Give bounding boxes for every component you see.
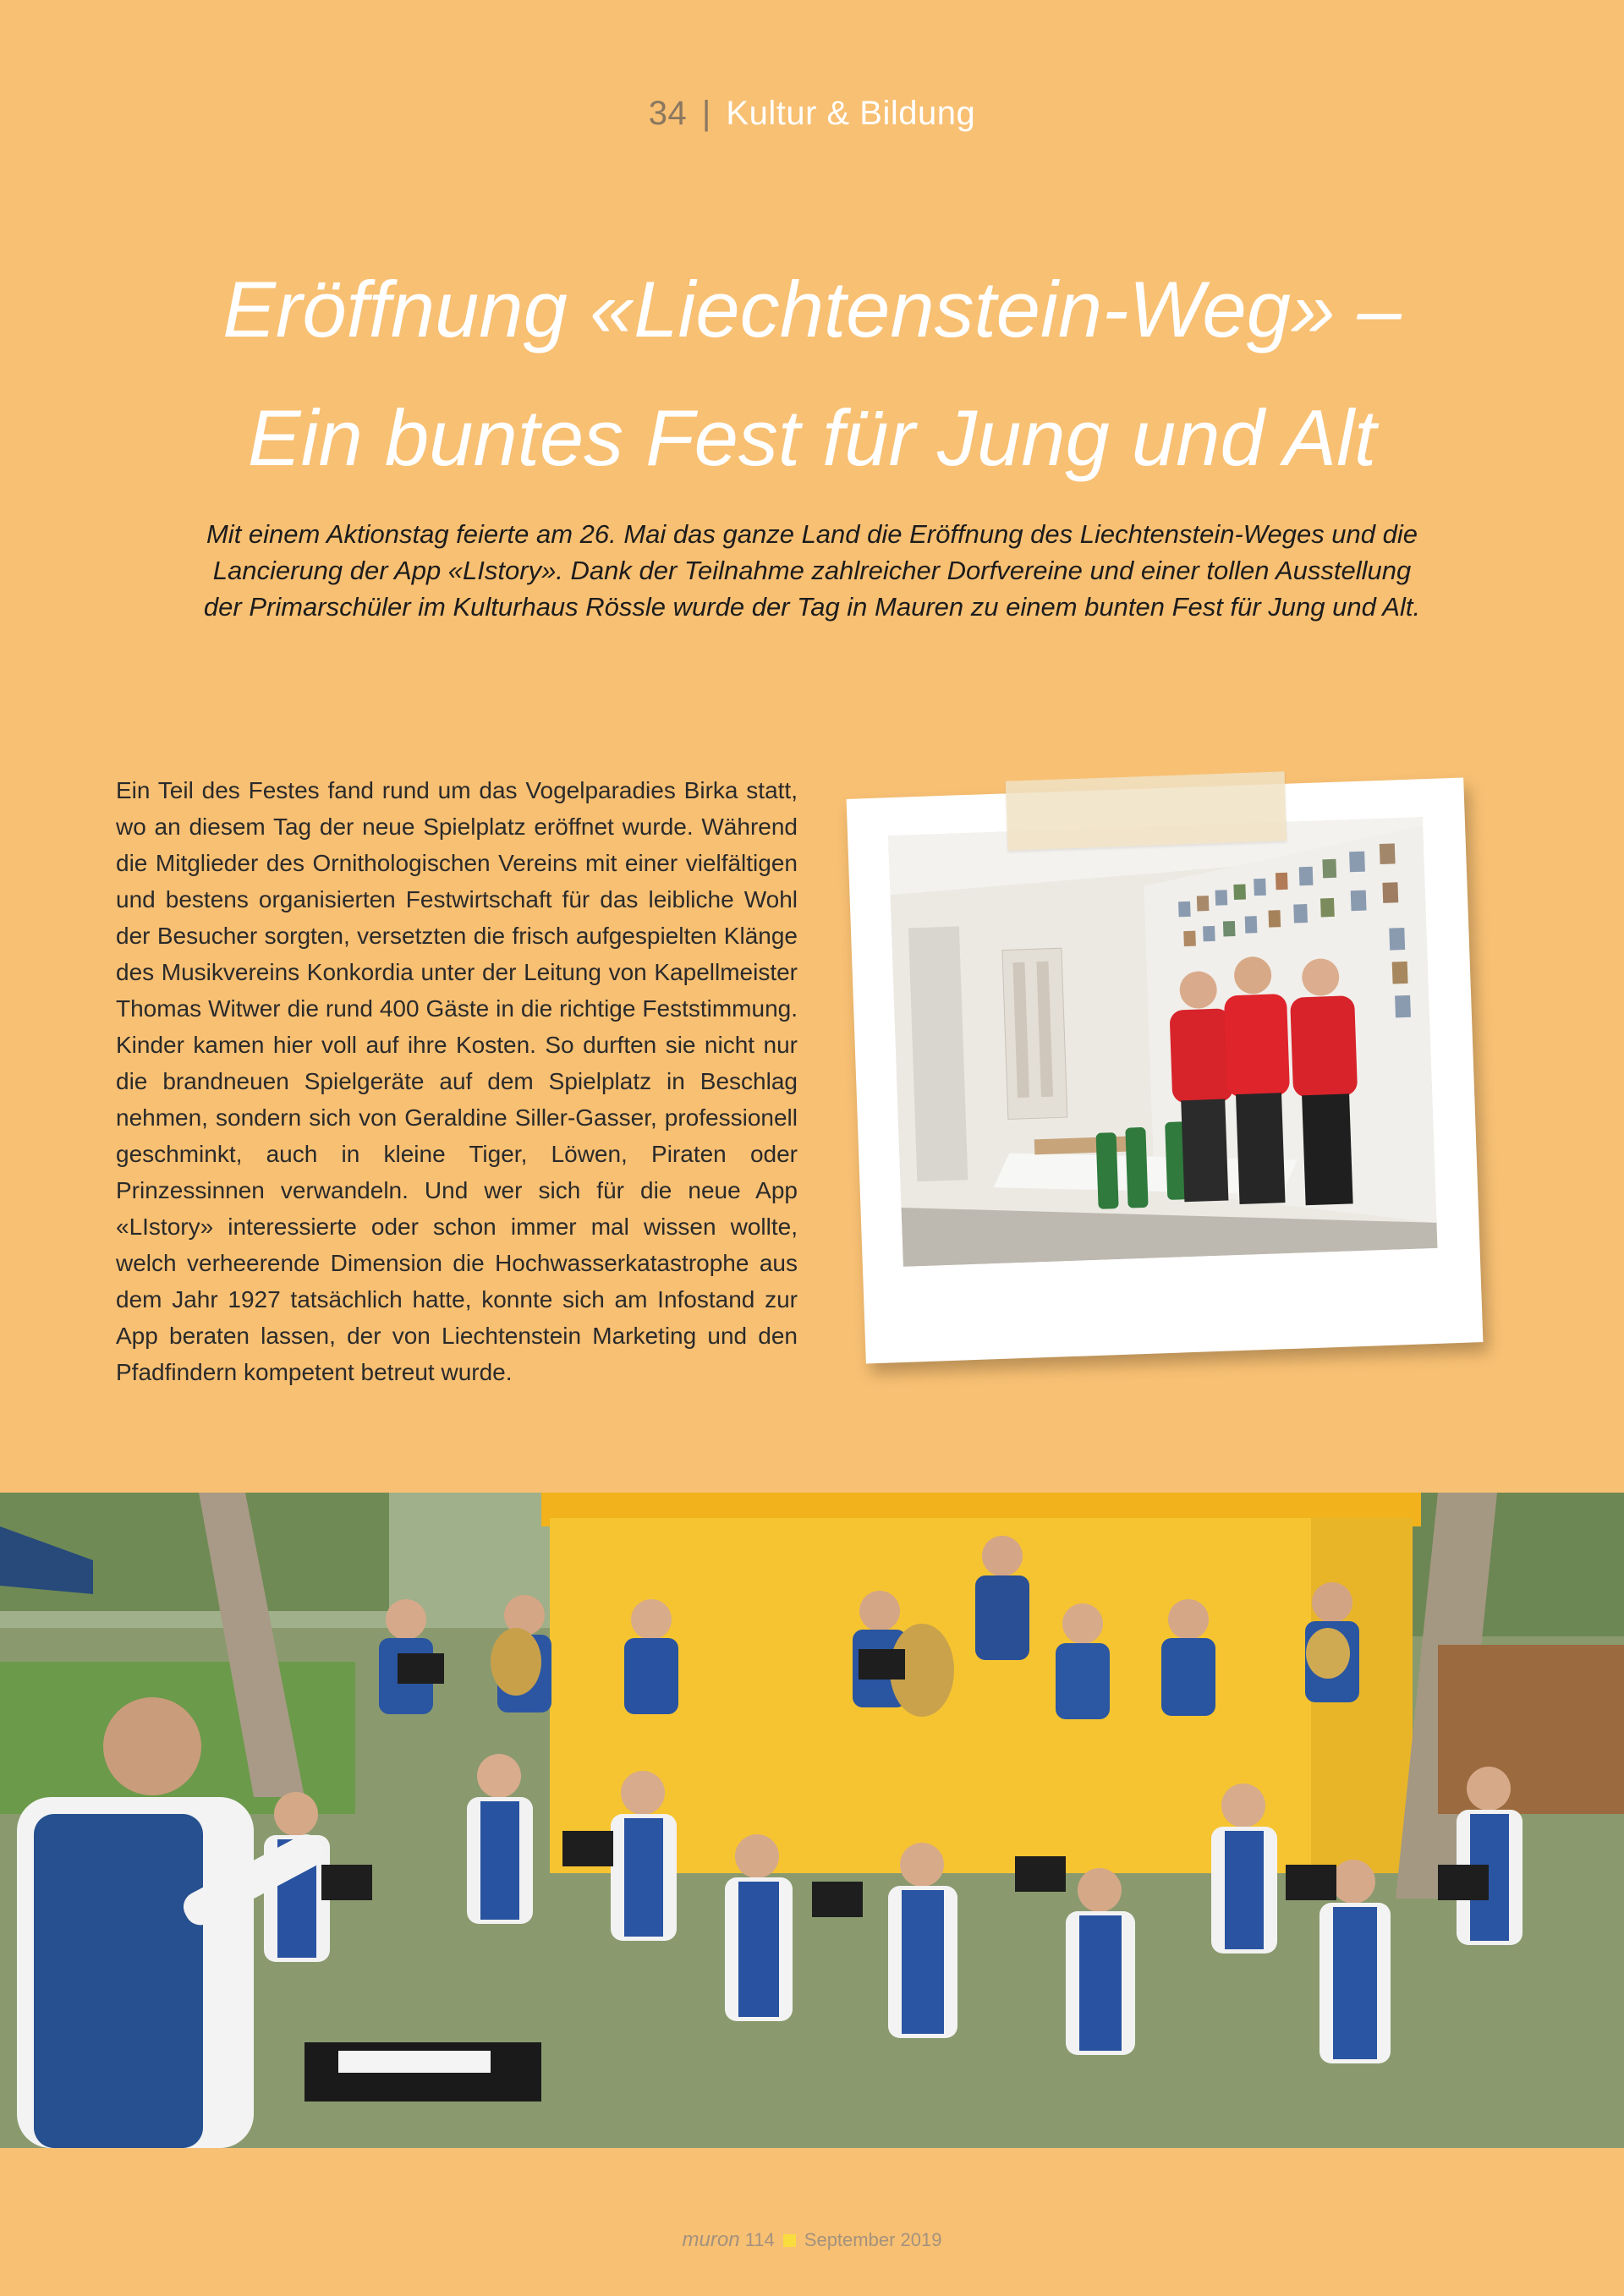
footer-square-icon xyxy=(783,2234,796,2247)
photo-tape xyxy=(1006,771,1287,850)
article-title xyxy=(0,245,1624,502)
footer-brand: muron xyxy=(682,2228,740,2251)
brass-band-photo xyxy=(0,1493,1624,2148)
page-number: 34 xyxy=(648,95,688,132)
title-line-2: Ein buntes Fest für Jung und Alt xyxy=(247,393,1377,482)
header-separator: | xyxy=(701,95,711,132)
section-name: Kultur & Bildung xyxy=(726,95,976,132)
exhibition-photo xyxy=(888,817,1437,1267)
article-body: Ein Teil des Festes fand rund um das Vogelparadies Birka statt, wo an diesem Tag der neue Spielplatz eröffnet wurde. Während die Mitglieder des Ornithologischen Vereins mit einer vielfältigen und bestens organisierten Festwirtschaft für das leibliche Wohl der Besucher sorgten, versetzten die frisch aufgespielten Klänge des Musikvereins Konkordia unter der Leitung von Kapellmeister Thomas Witwer die rund 400 Gäste in die richtige Feststimmung. Kinder kamen hier voll auf ihre Kosten. So durften sie nicht nur die brandneuen Spielgeräte auf dem Spielplatz in Beschlag nehmen, sondern sich von Geraldine Siller-Gasser, professionell geschminkt, auch in kleine Tiger, Löwen, Piraten oder Prinzessinnen verwandeln. Und wer sich für die neue App «LIstory» interessierte oder schon immer mal wissen wollte, welch verheerende Dimension die Hochwasserkatastrophe aus dem Jahr 1927 tatsächlich hatte, konnte sich am Infostand zur App beraten lassen, der von Liechtenstein Marketing und den Pfadfindern kompetent betreut wurde. xyxy=(116,777,798,1385)
page-footer xyxy=(0,2228,1624,2252)
polaroid-photo-frame xyxy=(847,777,1484,1363)
article-lead: Mit einem Aktionstag feierte am 26. Mai das ganze Land die Eröffnung des Liechtenstein-Weges und die Lancierung der App «LIstory». Dank der Teilnahme zahlreicher Dorfvereine und einer tollen Ausstellung der Primarschüler im Kulturhaus Rössle wurde der Tag in Mauren zu einem bunten Fest für Jung und Alt. xyxy=(203,519,1421,622)
title-line-1: Eröffnung «Liechtenstein-Weg» – xyxy=(222,265,1402,353)
page-header xyxy=(0,95,1624,133)
footer-date: September 2019 xyxy=(804,2229,942,2250)
footer-issue: 114 xyxy=(744,2229,775,2250)
